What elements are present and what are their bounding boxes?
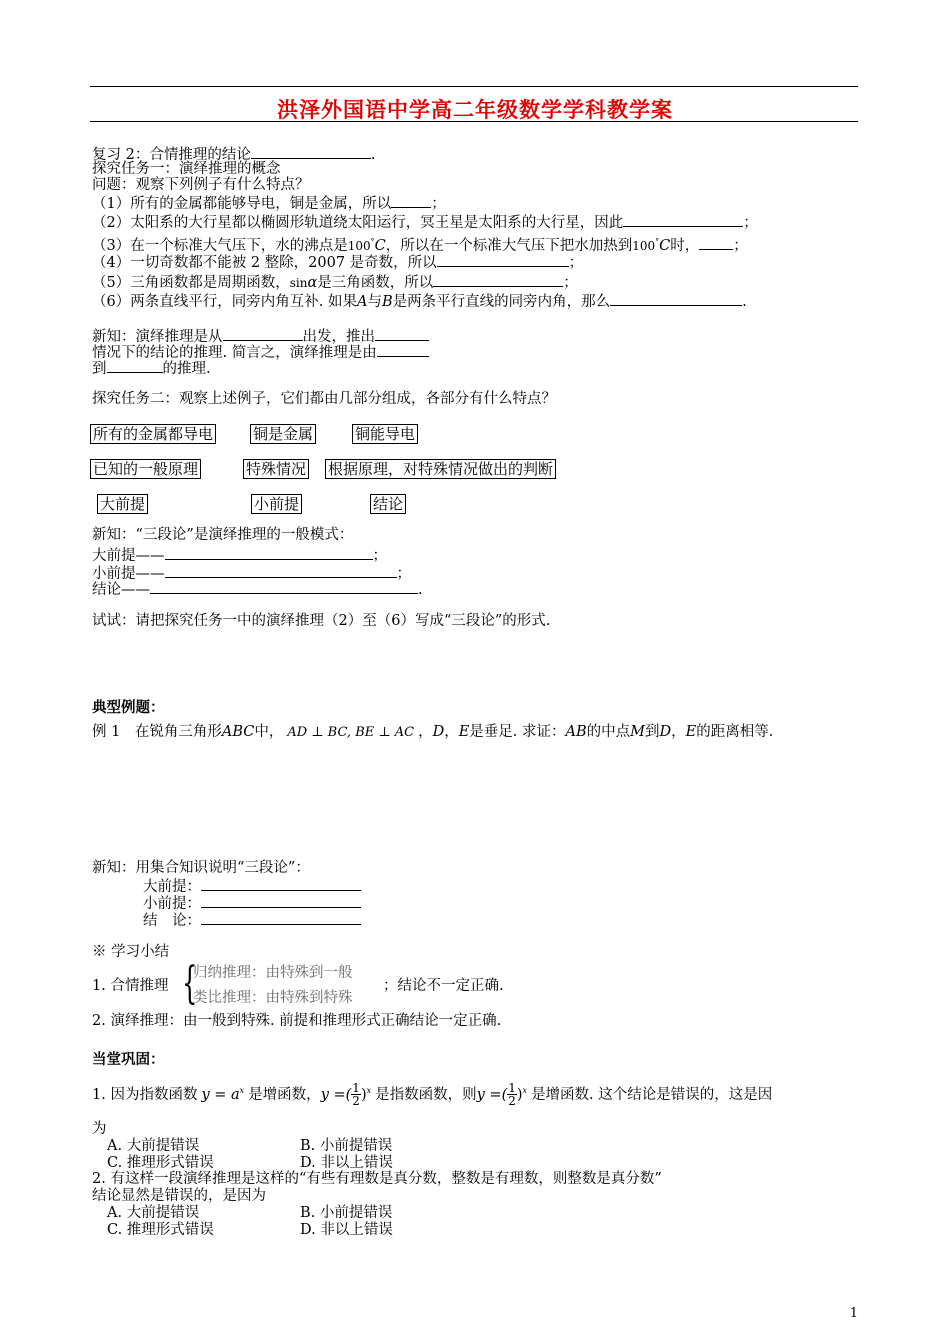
q1-option-c[interactable]: C. 推理形式错误 <box>107 1155 214 1171</box>
newknow3-conclusion: 结 论： <box>143 911 361 930</box>
box-general-principle: 已知的一般原理 <box>90 459 201 479</box>
fraction-half-2: $\frac{1}{2}$ <box>508 1081 516 1109</box>
q2-option-a[interactable]: A. 大前提错误 <box>107 1205 200 1221</box>
newknow2-major: 大前提—— ； <box>92 548 387 564</box>
example-item-5: （5）三角函数都是周期函数，sinα是三角函数，所以 ； <box>92 275 578 291</box>
newknow3-major: 大前提： <box>143 877 361 896</box>
question-2-cont: 结论显然是错误的，是因为 <box>92 1188 266 1204</box>
question-1-cont: 为 <box>92 1121 107 1137</box>
task2-title: 探究任务二：观察上述例子，它们都由几部分组成，各部分有什么特点？ <box>92 391 556 407</box>
q1-option-a[interactable]: A. 大前提错误 <box>107 1138 200 1154</box>
summary-item-2: 2. 演绎推理：由一般到特殊. 前提和推理形式正确结论一定正确. <box>92 1013 502 1029</box>
box-conclusion: 结论 <box>370 494 406 514</box>
question-line: 问题：观察下列例子有什么特点？ <box>92 177 310 193</box>
question-1: 1. 因为指数函数 $y = a^x$ 是增函数，y =( $\frac{1}{2}$ )$^x$ 是指数函数，则y =( $\frac{1}{2}$ )$^x$ 是增函数. 这个结论是错误的，这是因 <box>92 1081 773 1109</box>
example-item-6: （6）两条直线平行，同旁内角互补. 如果A与B是两条平行直线的同旁内角，那么 . <box>92 294 747 310</box>
newknow1-line3: 到 的推理. <box>92 361 211 377</box>
newknow3-title: 新知：用集合知识说明“三段论”： <box>92 860 310 876</box>
practice-heading: 当堂巩固： <box>92 1051 165 1068</box>
box-minor-example: 铜是金属 <box>250 424 316 444</box>
q1-option-d[interactable]: D. 非以上错误 <box>300 1155 393 1171</box>
review-line: 复习 2：合情推理的结论 . <box>92 147 376 163</box>
example-1: 例 1 在锐角三角形ABC中， AD ⊥ BC, BE ⊥ AC ，D，E是垂足. 求证：AB的中点M到D，E的距离相等. <box>92 724 774 740</box>
newknow3-minor: 小前提： <box>143 894 361 913</box>
newknow2-title: 新知：“三段论”是演绎推理的一般模式： <box>92 527 354 543</box>
question-2: 2. 有这样一段演绎推理是这样的“有些有理数是真分数，整数是有理数，则整数是真分数” <box>92 1171 662 1187</box>
task1-title: 探究任务一：演绎推理的概念 <box>92 161 281 177</box>
fraction-half: $\frac{1}{2}$ <box>352 1081 360 1109</box>
summary-induction: 归纳推理：由特殊到一般 <box>193 965 353 981</box>
page-title: 洪泽外国语中学高二年级数学学科教学案 <box>277 97 673 122</box>
q1-option-b[interactable]: B. 小前提错误 <box>300 1138 393 1154</box>
newknow2-conclusion: 结论—— . <box>92 582 423 598</box>
examples-heading: 典型例题： <box>92 699 165 716</box>
example-item-3: （3）在一个标准大气压下，水的沸点是100°C，所以在一个标准大气压下把水加热到100°C时， ； <box>92 237 748 254</box>
summary-item-1-end: ；结论不一定正确. <box>383 978 504 994</box>
page-number: 1 <box>849 1306 858 1321</box>
box-special-case: 特殊情况 <box>243 459 309 479</box>
box-minor-premise: 小前提 <box>251 494 302 514</box>
box-conclusion-example: 铜能导电 <box>352 424 418 444</box>
q2-option-c[interactable]: C. 推理形式错误 <box>107 1222 214 1238</box>
top-rule <box>90 86 858 87</box>
example-item-2: （2）太阳系的大行星都以椭圆形轨道绕太阳运行，冥王星是太阳系的大行星，因此 ； <box>92 215 758 231</box>
q2-option-d[interactable]: D. 非以上错误 <box>300 1222 393 1238</box>
q2-option-b[interactable]: B. 小前提错误 <box>300 1205 393 1221</box>
title-rule <box>90 121 858 122</box>
box-judgement: 根据原理，对特殊情况做出的判断 <box>325 459 556 479</box>
example-item-4: （4）一切奇数都不能被 2 整除，2007 是奇数，所以 ； <box>92 255 584 271</box>
newknow1-line1: 新知：演绎推理是从 出发，推出 <box>92 327 429 346</box>
summary-heading: ※ 学习小结 <box>92 944 170 960</box>
summary-analogy: 类比推理：由特殊到特殊 <box>193 990 353 1006</box>
example-item-1: （1）所有的金属都能够导电，铜是金属，所以 ； <box>92 196 446 212</box>
trial-line: 试试：请把探究任务一中的演绎推理（2）至（6）写成“三段论”的形式. <box>92 613 551 629</box>
box-major-example: 所有的金属都导电 <box>90 424 216 444</box>
newknow2-minor: 小前提—— ； <box>92 566 411 582</box>
newknow1-line2: 情况下的结论的推理. 简言之，演绎推理是由 <box>92 343 429 362</box>
brace-icon: { <box>182 958 198 1009</box>
summary-item-1-label: 1. 合情推理 <box>92 978 169 994</box>
box-major-premise: 大前提 <box>97 494 148 514</box>
